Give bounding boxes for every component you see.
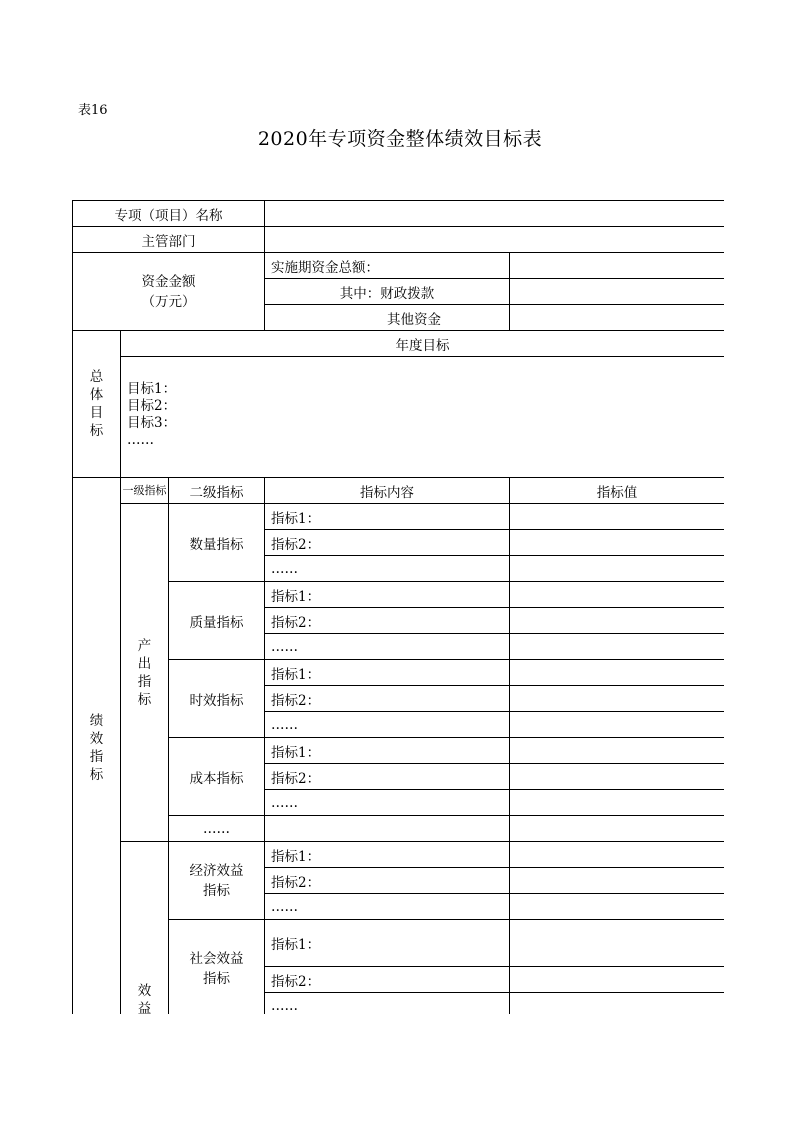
indicator-item[interactable]: …… [265, 993, 510, 1015]
funds-label-line1: 资金金额 [141, 273, 196, 290]
content-header: 指标内容 [265, 478, 510, 504]
goal-item: 目标3： [127, 415, 177, 431]
level2-header: 二级指标 [169, 478, 265, 504]
other-funds-label: 其他资金 [265, 305, 510, 331]
project-name-label: 专项（项目）名称 [73, 201, 265, 227]
indicator-item[interactable]: 指标2： [265, 686, 510, 712]
social-benefit-line2: 指标 [203, 971, 230, 987]
performance-char: 绩 [89, 713, 104, 729]
goal-item: …… [127, 432, 154, 448]
overall-goal-char: 标 [89, 423, 104, 439]
indicator-value[interactable] [510, 530, 724, 556]
funds-label [73, 253, 265, 331]
performance-char: 指 [89, 749, 104, 765]
indicator-value[interactable] [510, 967, 724, 993]
indicator-item[interactable]: …… [265, 712, 510, 738]
level1-header: 一级指标 [121, 478, 169, 504]
goal-item: 目标1： [127, 381, 177, 397]
indicator-value[interactable] [510, 993, 724, 1015]
goal-item: 目标2： [127, 398, 177, 414]
total-funds-label: 实施期资金总额： [265, 253, 510, 279]
indicator-value[interactable] [510, 608, 724, 634]
indicator-item[interactable]: 指标2： [265, 764, 510, 790]
indicator-value[interactable] [510, 634, 724, 660]
indicator-value[interactable] [510, 920, 724, 967]
department-label: 主管部门 [73, 227, 265, 253]
social-benefit-line1: 社会效益 [189, 951, 244, 967]
quality-indicator-label: 质量指标 [169, 582, 265, 660]
output-indicator-label [121, 504, 169, 842]
indicator-item[interactable]: …… [265, 894, 510, 920]
indicator-value[interactable] [510, 894, 724, 920]
indicator-item[interactable]: 指标1： [265, 660, 510, 686]
overall-goal-char: 目 [89, 405, 104, 421]
output-char: 产 [137, 637, 152, 654]
other-funds-value[interactable] [510, 305, 724, 331]
economic-benefit-line1: 经济效益 [189, 862, 244, 879]
benefit-char: 效 [137, 983, 152, 999]
indicator-item[interactable]: 指标1： [265, 920, 510, 967]
indicator-value[interactable] [510, 712, 724, 738]
indicator-value[interactable] [510, 504, 724, 530]
annual-goal-header: 年度目标 [121, 331, 725, 357]
annual-goals-cell[interactable] [121, 357, 725, 478]
funds-label-line2: （万元） [141, 293, 196, 310]
performance-char: 效 [89, 731, 104, 747]
performance-side-label [73, 478, 121, 1015]
performance-char: 标 [89, 767, 104, 783]
indicator-item[interactable]: …… [265, 556, 510, 582]
indicator-item[interactable]: …… [265, 790, 510, 816]
project-name-value[interactable] [265, 201, 724, 227]
indicator-value[interactable] [510, 556, 724, 582]
cost-indicator-label: 成本指标 [169, 738, 265, 816]
value-header: 指标值 [510, 478, 724, 504]
more-output-indicators: …… [169, 816, 265, 842]
indicator-value[interactable] [510, 868, 724, 894]
output-char: 出 [137, 655, 152, 672]
overall-goal-char: 总 [89, 369, 104, 385]
indicator-value[interactable] [510, 764, 724, 790]
economic-benefit-line2: 指标 [203, 882, 230, 899]
quantity-indicator-label: 数量指标 [169, 504, 265, 582]
indicator-value[interactable] [510, 686, 724, 712]
indicator-value[interactable] [510, 738, 724, 764]
indicator-item[interactable]: 指标1： [265, 504, 510, 530]
overall-goal-char: 体 [89, 387, 104, 403]
indicator-value[interactable] [510, 660, 724, 686]
table-label: 表16 [78, 103, 108, 118]
page-title: 2020年专项资金整体绩效目标表 [257, 128, 543, 150]
benefit-char: 益 [137, 1001, 152, 1014]
indicator-item[interactable]: …… [265, 634, 510, 660]
economic-benefit-label [169, 842, 265, 920]
output-char: 标 [137, 691, 152, 708]
indicator-item[interactable]: 指标2： [265, 608, 510, 634]
indicator-item[interactable] [265, 816, 510, 842]
indicator-value[interactable] [510, 842, 724, 868]
indicator-item[interactable]: 指标1： [265, 842, 510, 868]
department-value[interactable] [265, 227, 724, 253]
overall-goal-side-label [73, 331, 121, 478]
indicator-item[interactable]: 指标1： [265, 582, 510, 608]
fiscal-funds-label: 其中：财政拨款 [265, 279, 510, 305]
output-char: 指 [137, 673, 152, 690]
indicator-value[interactable] [510, 790, 724, 816]
benefit-indicator-label [121, 842, 169, 1015]
indicator-item[interactable]: 指标2： [265, 868, 510, 894]
indicator-item[interactable]: 指标2： [265, 967, 510, 993]
fiscal-funds-value[interactable] [510, 279, 724, 305]
indicator-value[interactable] [510, 816, 724, 842]
indicator-item[interactable]: 指标1： [265, 738, 510, 764]
social-benefit-label [169, 920, 265, 1015]
timeliness-indicator-label: 时效指标 [169, 660, 265, 738]
indicator-value[interactable] [510, 582, 724, 608]
performance-goal-table [72, 200, 724, 1014]
indicator-item[interactable]: 指标2： [265, 530, 510, 556]
total-funds-value[interactable] [510, 253, 724, 279]
